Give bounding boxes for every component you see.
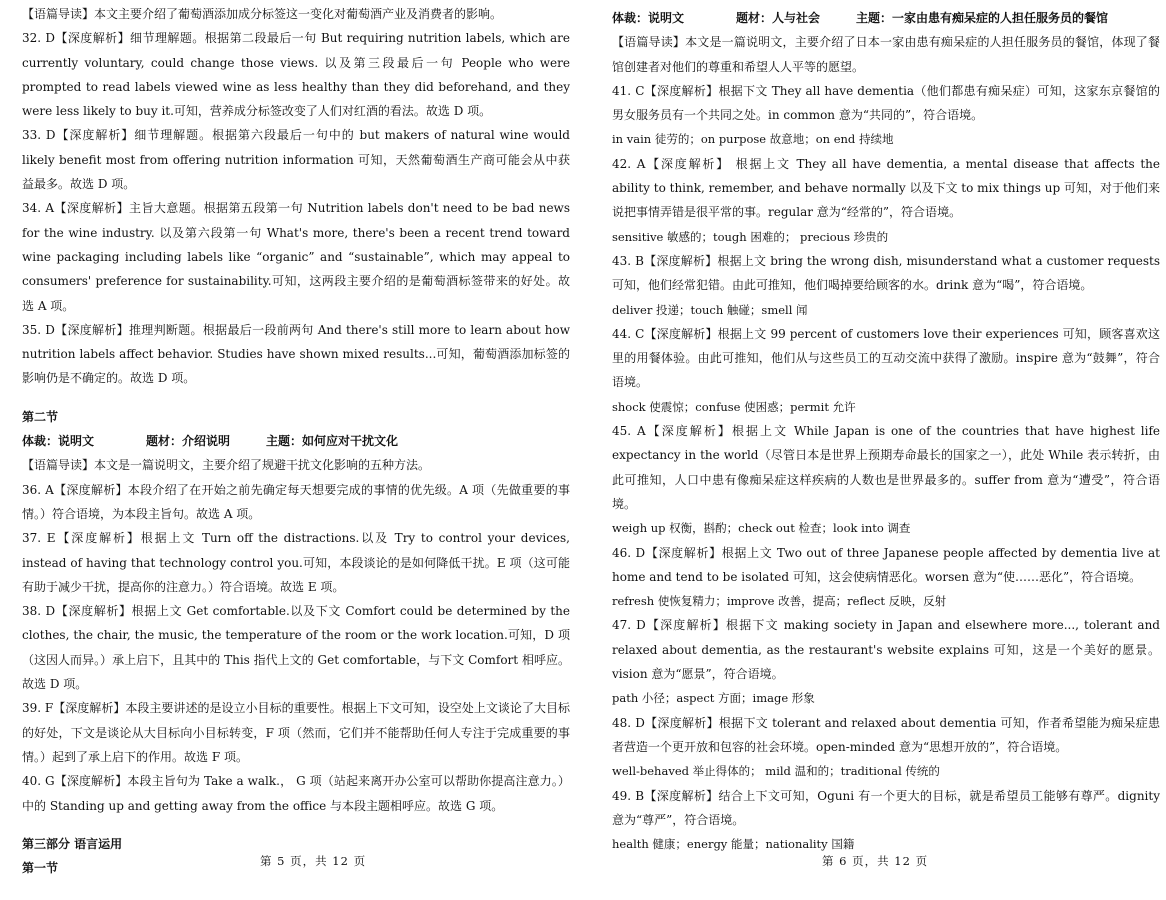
page-number: 第 6 页，共 12 页 bbox=[822, 854, 929, 868]
theme-label: 主题：一家由患有痴呆症的人担任服务员的餐馆 bbox=[856, 11, 1109, 25]
passage-info bbox=[22, 429, 570, 453]
section-heading: 第一节 bbox=[22, 861, 59, 876]
option-glossary: refresh 使恢复精力；improve 改善，提高；reflect 反映，反射 bbox=[612, 594, 947, 609]
passage-info bbox=[612, 6, 1160, 30]
option-glossary: shock 使震惊；confuse 使困惑；permit 允许 bbox=[612, 399, 856, 414]
option-glossary: weigh up 权衡，斟酌；check out 检查；look into 调查 bbox=[612, 521, 911, 536]
option-glossary: in vain 徒劳的；on purpose 故意地；on end 持续地 bbox=[612, 132, 894, 147]
answer-item-37: 37. E【深度解析】根据上文 Turn off the distractions.以及 Try to control your devices, instead of having that technology control you.可知，本段谈论的是如何降低干扰。E 项（这可能有助于减少干扰，提高你的注意力。）符合语境。故选 E 项。 bbox=[22, 531, 570, 594]
option-glossary: sensitive 敏感的；tough 困难的； precious 珍贵的 bbox=[612, 229, 889, 244]
material-label: 题材：人与社会 bbox=[736, 11, 821, 25]
answer-item-41: 41. C【深度解析】根据下文 They all have dementia（他们都患有痴呆症）可知，这家东京餐馆的男女服务员有一个共同之处。in common 意为“共同的”，符合语境。 bbox=[612, 83, 1160, 123]
answer-item-40: 40. G【深度解析】本段主旨句为 Take a walk.， G 项（站起来离开办公室可以帮助你提高注意力。）中的 Standing up and getting away from the office 与本段主题相呼应。故选 G 项。 bbox=[22, 774, 570, 813]
answer-item-43: 43. B【深度解析】根据上文 bring the wrong dish, misunderstand what a customer requests 可知，他们经常犯错。由此可推知，他们喝掉要给顾客的水。drink 意为“喝”，符合语境。 bbox=[612, 253, 1160, 293]
answer-item-49: 49. B【深度解析】结合上下文可知，Oguni 有一个更大的目标，就是希望员工能够有尊严。dignity 意为“尊严”，符合语境。 bbox=[612, 788, 1160, 827]
option-glossary: path 小径；aspect 方面；image 形象 bbox=[612, 691, 815, 706]
answer-item-44: 44. C【深度解析】根据上文 99 percent of customers love their experiences 可知，顾客喜欢这里的用餐体验。由此可推知，他们从与这些员工的互动交流中获得了激励。inspire 意为“鼓舞”，符合语境。 bbox=[612, 326, 1160, 390]
option-glossary: health 健康；energy 能量；nationality 国籍 bbox=[612, 837, 855, 852]
answer-item-42: 42. A【深度解析】 根据上文 They all have dementia, a mental disease that affects the ability to think, remember, and behave normally 以及下文 to mix things up 可知，对于他们来说把事情弄错是很平常的事。regular 意为“经常的”，符合语境。 bbox=[612, 156, 1160, 220]
right-page bbox=[612, 6, 1160, 856]
left-page bbox=[22, 2, 570, 880]
part-heading: 第三部分 语言运用 bbox=[22, 836, 123, 851]
answer-item-39: 39. F【深度解析】本段主要讲述的是设立小目标的重要性。根据上下文可知，设空处上文谈论了大目标的好处，下文是谈论从大目标向小目标转变，F 项（然而，它们并不能帮助任何人专注于完成重要的事情。）起到了承上启下的作用。故选 F 项。 bbox=[22, 701, 570, 764]
answer-item-46: 46. D【深度解析】根据上文 Two out of three Japanese people affected by dementia live at home and tend to be isolated 可知，这会使病情恶化。worsen 意为“使……恶化”，符合语境。 bbox=[612, 545, 1160, 584]
answer-item-34: 34. A【深度解析】主旨大意题。根据第五段第一句 Nutrition labels don't need to be bad news for the wine industry. 以及第六段第一句 What's more, there's been a recent trend toward wine packaging including labels like “organic” and “sustainable”, which may appeal to consumers' preference for sustainability.可知，这两段主要介绍的是葡萄酒标签带来的好处。故选 A 项。 bbox=[22, 201, 570, 313]
answer-item-32: 32. D【深度解析】细节理解题。根据第二段最后一句 But requiring nutrition labels, which are currently voluntary, could change those views. 以及第三段最后一句 People who were prompted to read labels viewed wine as less healthy than they did beforehand, and they were less likely to buy it.可知，营养成分标签改变了人们对红酒的看法。故选 D 项。 bbox=[22, 31, 570, 119]
answer-item-35: 35. D【深度解析】推理判断题。根据最后一段前两句 And there's still more to learn about how nutrition labels affect behavior. Studies have shown mixed results...可知，葡萄酒添加标签的影响仍是不确定的。故选 D 项。 bbox=[22, 322, 570, 386]
answer-item-33: 33. D【深度解析】细节理解题。根据第六段最后一句中的 but makers of natural wine would likely benefit most from offering nutrition information 可知，天然葡萄酒生产商可能会从中获益最多。故选 D 项。 bbox=[22, 128, 570, 192]
option-glossary: deliver 投递；touch 触碰；smell 闻 bbox=[612, 302, 808, 317]
genre-label: 体裁：说明文 bbox=[22, 434, 95, 449]
option-glossary: well-behaved 举止得体的； mild 温和的；traditional 传统的 bbox=[612, 764, 940, 779]
answer-item-48: 48. D【深度解析】根据下文 tolerant and relaxed about dementia 可知，作者希望能为痴呆症患者营造一个更开放和包容的社会环境。open-minded 意为“思想开放的”，符合语境。 bbox=[612, 715, 1160, 754]
answer-item-47: 47. D【深度解析】根据下文 making society in Japan and elsewhere more..., tolerant and relaxed about dementia, as the restaurant's website explains 可知，这是一个美好的愿景。vision 意为“愿景”，符合语境。 bbox=[612, 618, 1160, 682]
page-number: 第 5 页，共 12 页 bbox=[260, 854, 367, 868]
passage-intro: 【语篇导读】本文是一篇说明文，主要介绍了日本一家由患有痴呆症的人担任服务员的餐馆，体现了餐馆创建者对他们的尊重和希望人人平等的愿望。 bbox=[612, 35, 1160, 74]
material-label: 题材：介绍说明 bbox=[146, 434, 231, 449]
passage-intro: 【语篇导读】本文是一篇说明文，主要介绍了规避干扰文化影响的五种方法。 bbox=[22, 458, 431, 473]
answer-item-38: 38. D【深度解析】根据上文 Get comfortable.以及下文 Comfort could be determined by the clothes, the chair, the music, the temperature of the room or the work location.可知，D 项（这因人而异。）承上启下，且其中的 This 指代上文的 Get comfortable，与下文 Comfort 相呼应。故选 D 项。 bbox=[22, 604, 570, 692]
answer-item-36: 36. A【深度解析】本段介绍了在开始之前先确定每天想要完成的事情的优先级。A 项（先做重要的事情。）符合语境，为本段主旨句。故选 A 项。 bbox=[22, 482, 570, 521]
passage-intro: 【语篇导读】本文主要介绍了葡萄酒添加成分标签这一变化对葡萄酒产业及消费者的影响。 bbox=[22, 7, 503, 21]
section-heading: 第二节 bbox=[22, 409, 59, 424]
answer-item-45: 45. A【深度解析】根据上文 While Japan is one of the countries that have highest life expectancy in the world（尽管日本是世界上预期寿命最长的国家之一），此处 While 表示转折，由此可推知，人口中患有像痴呆症这样疾病的人数也是世界最多的。suffer from 意为“遭受”，符合语境。 bbox=[612, 424, 1160, 511]
genre-label: 体裁：说明文 bbox=[612, 11, 685, 25]
theme-label: 主题：如何应对干扰文化 bbox=[266, 434, 399, 449]
